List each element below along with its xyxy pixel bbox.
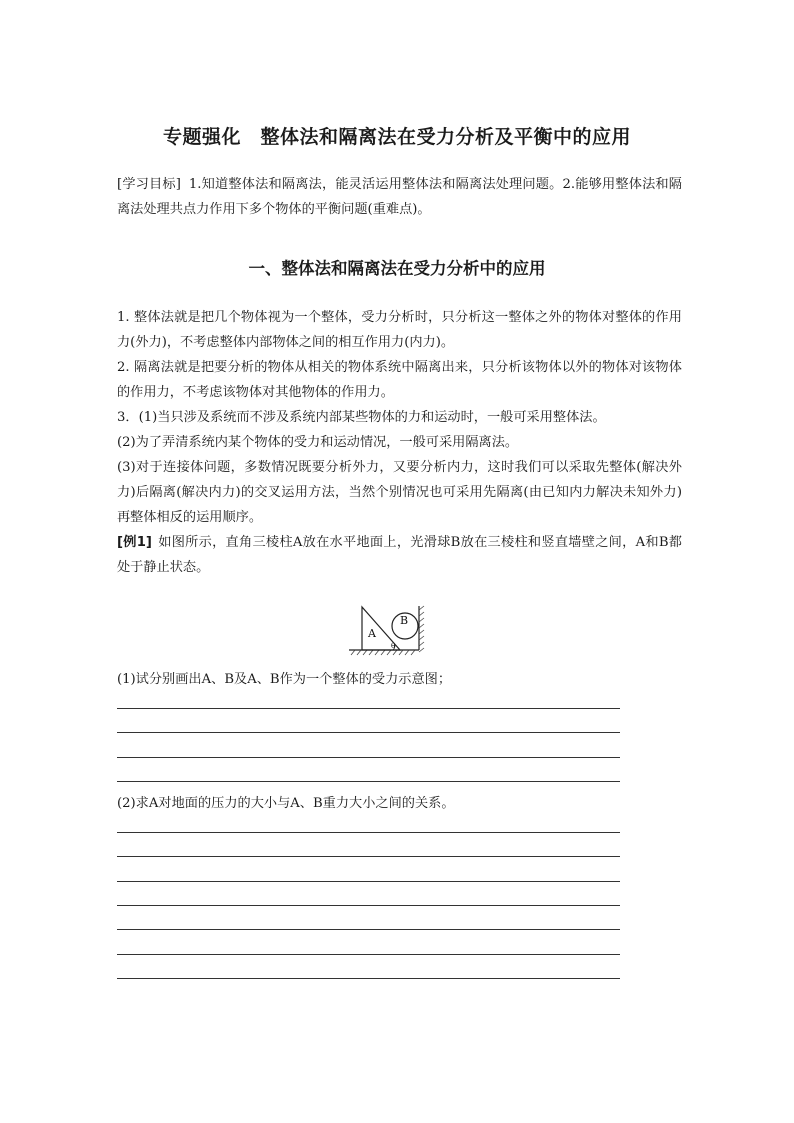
section-content — [117, 305, 682, 580]
example-1-statement — [117, 530, 682, 580]
label-a: A — [368, 627, 376, 640]
answer-line[interactable] — [117, 832, 620, 833]
answer-line[interactable] — [117, 856, 620, 857]
paragraph-usage-1: 3．(1)当只涉及系统而不涉及系统内部某些物体的力和运动时，一般可采用整体法。 — [117, 410, 606, 425]
answer-line[interactable] — [117, 929, 620, 930]
prism-ball-wall-figure — [349, 604, 433, 658]
answer-line[interactable] — [117, 757, 620, 758]
label-theta: θ — [391, 642, 396, 650]
objectives-label: [学习目标] — [117, 177, 181, 192]
paragraph-whole-method: 1. 整体法就是把几个物体视为一个整体，受力分析时，只分析这一整体之外的物体对整体的作用力(外力)，不考虑整体内部物体之间的相互作用力(内力)。 — [117, 310, 682, 350]
example-text: 如图所示，直角三棱柱A放在水平地面上，光滑球B放在三棱柱和竖直墙壁之间，A和B都处于静止状态。 — [117, 535, 682, 575]
answer-line[interactable] — [117, 978, 620, 979]
answer-line[interactable] — [117, 881, 620, 882]
section-heading: 一、整体法和隔离法在受力分析中的应用 — [248, 259, 546, 278]
answer-line[interactable] — [117, 781, 620, 782]
question-1: (1)试分别画出A、B及A、B作为一个整体的受力示意图； — [117, 672, 452, 687]
answer-line[interactable] — [117, 732, 620, 733]
answer-line[interactable] — [117, 905, 620, 906]
answer-line[interactable] — [117, 954, 620, 955]
objectives-text: 1.知道整体法和隔离法，能灵活运用整体法和隔离法处理问题。2.能够用整体法和隔离法处理共点力作用下多个物体的平衡问题(重难点)。 — [117, 177, 682, 217]
answer-line[interactable] — [117, 708, 620, 709]
label-b: B — [400, 614, 409, 627]
example-tag: [例1] — [117, 535, 152, 550]
wall-hatch — [419, 606, 424, 652]
page-title: 专题强化 整体法和隔离法在受力分析及平衡中的应用 — [162, 126, 631, 148]
paragraph-usage-3: (3)对于连接体问题，多数情况既要分析外力，又要分析内力，这时我们可以采取先整体(解决外力)后隔离(解决内力)的交叉运用方法，当然个别情况也可采用先隔离(由已知内力解决未知外力)再整体相反的运用顺序。 — [117, 460, 682, 525]
paragraph-isolation-method: 2. 隔离法就是把要分析的物体从相关的物体系统中隔离出来，只分析该物体以外的物体对该物体的作用力，不考虑该物体对其他物体的作用力。 — [117, 360, 682, 400]
learning-objectives — [117, 172, 682, 222]
ground-hatch — [351, 650, 415, 655]
question-2: (2)求A对地面的压力的大小与A、B重力大小之间的关系。 — [117, 796, 455, 811]
paragraph-usage-2: (2)为了弄清系统内某个物体的受力和运动情况，一般可采用隔离法。 — [117, 435, 519, 450]
